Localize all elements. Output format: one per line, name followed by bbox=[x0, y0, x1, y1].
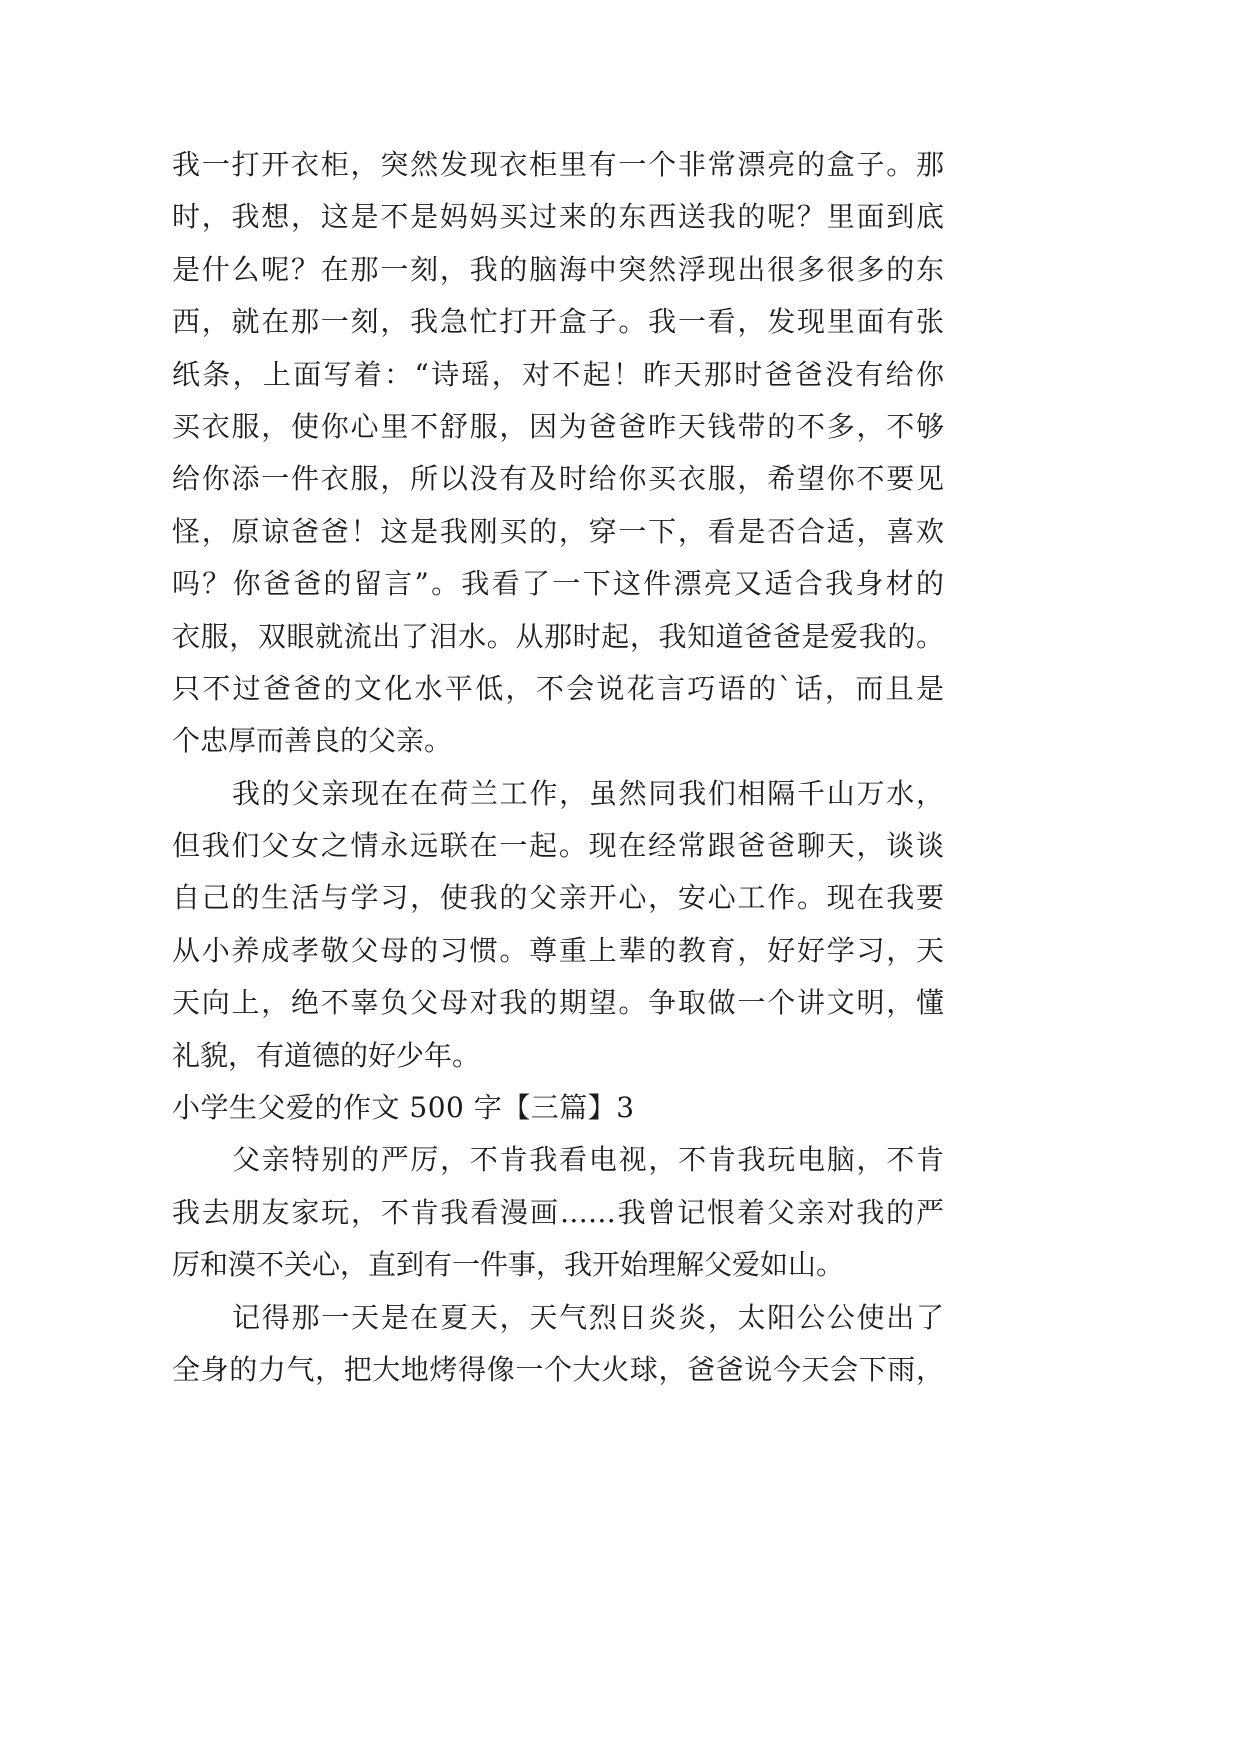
text-line: 买衣服，使你心里不舒服，因为爸爸昨天钱带的不多，不够 bbox=[172, 409, 944, 443]
paragraph bbox=[172, 139, 944, 768]
text-line: 衣服，双眼就流出了泪水。从那时起，我知道爸爸是爱我的。 bbox=[172, 619, 944, 653]
text-line: 礼貌，有道德的好少年。 bbox=[172, 1038, 481, 1072]
paragraph bbox=[172, 1134, 944, 1291]
section-heading: 小学生父爱的作文 500 字【三篇】3 bbox=[172, 1091, 635, 1125]
text-line: 怪，原谅爸爸！这是我刚买的，穿一下，看是否合适，喜欢 bbox=[172, 514, 944, 548]
text-line: 记得那一天是在夏天，天气烈日炎炎，太阳公公使出了 bbox=[232, 1300, 944, 1334]
text-line: 给你添一件衣服，所以没有及时给你买衣服，希望你不要见 bbox=[172, 462, 944, 496]
text-line: 我的父亲现在在荷兰工作，虽然同我们相隔千山万水， bbox=[232, 776, 944, 810]
text-line: 从小养成孝敬父母的习惯。尊重上辈的教育，好好学习，天 bbox=[172, 933, 944, 967]
document-page bbox=[172, 139, 944, 1396]
text-line: 时，我想，这是不是妈妈买过来的东西送我的呢？里面到底 bbox=[172, 200, 944, 234]
text-line: 全身的力气，把大地烤得像一个大火球，爸爸说今天会下雨， bbox=[172, 1352, 944, 1386]
text-line: 个忠厚而善良的父亲。 bbox=[172, 724, 453, 758]
text-line: 只不过爸爸的文化水平低，不会说花言巧语的`话，而且是 bbox=[172, 671, 944, 705]
text-line: 我去朋友家玩，不肯我看漫画……我曾记恨着父亲对我的严 bbox=[172, 1195, 944, 1229]
text-line: 纸条，上面写着：“诗瑶，对不起！昨天那时爸爸没有给你 bbox=[172, 357, 944, 391]
text-line: 是什么呢？在那一刻，我的脑海中突然浮现出很多很多的东 bbox=[172, 252, 944, 286]
text-line: 厉和漠不关心，直到有一件事，我开始理解父爱如山。 bbox=[172, 1248, 845, 1282]
text-line: 我一打开衣柜，突然发现衣柜里有一个非常漂亮的盒子。那 bbox=[172, 148, 944, 181]
paragraph bbox=[172, 1292, 944, 1397]
text-line: 父亲特别的严厉，不肯我看电视，不肯我玩电脑，不肯 bbox=[232, 1143, 944, 1177]
text-line: 但我们父女之情永远联在一起。现在经常跟爸爸聊天，谈谈 bbox=[172, 829, 944, 863]
text-line: 西，就在那一刻，我急忙打开盒子。我一看，发现里面有张 bbox=[172, 305, 944, 339]
paragraph bbox=[172, 768, 944, 1082]
text-line: 自己的生活与学习，使我的父亲开心，安心工作。现在我要 bbox=[172, 881, 944, 915]
text-line: 吗？你爸爸的留言”。我看了一下这件漂亮又适合我身材的 bbox=[172, 567, 944, 601]
text-line: 天向上，绝不辜负父母对我的期望。争取做一个讲文明，懂 bbox=[172, 986, 944, 1020]
